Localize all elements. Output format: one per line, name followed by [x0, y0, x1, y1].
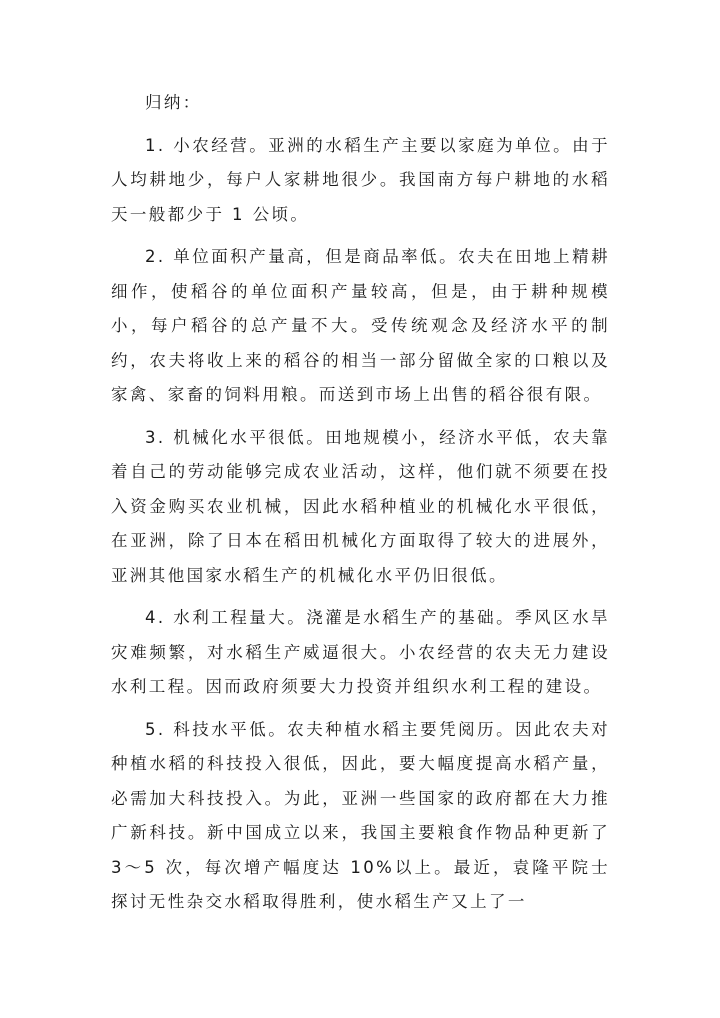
paragraph-yield: 2. 单位面积产量高，但是商品率低。农夫在田地上精耕细作，使稻谷的单位面积产量较高，但是，由于耕种规模小，每户稻谷的总产量不大。受传统观念及经济水平的制约，农夫将收上来的稻谷的相当一部分留做全家的口粮以及家禽、家畜的饲料用粮。而送到市场上出售的稻谷很有限。 [111, 247, 610, 404]
paragraph-small-farm: 1. 小农经营。亚洲的水稻生产主要以家庭为单位。由于人均耕地少，每户人家耕地很少。我国南方每户耕地的水稻天一般都少于 1 公顷。 [111, 135, 610, 224]
paragraph-irrigation: 4. 水利工程量大。浇灌是水稻生产的基础。季风区水旱灾难频繁，对水稻生产威逼很大。小农经营的农夫无力建设水利工程。因而政府须要大力投资并组织水利工程的建设。 [111, 608, 610, 696]
document-body [111, 86, 610, 928]
paragraph-technology: 5. 科技水平低。农夫种植水稻主要凭阅历。因此农夫对种植水稻的科技投入很低，因此，要大幅度提高水稻产量，必需加大科技投入。为此，亚洲一些国家的政府都在大力推广新科技。新中国成立以来，我国主要粮食作物品种更新了 3～5 次，每次增产幅度达 10%以上。最近，袁隆平院士探讨无性杂交水稻取得胜利，使水稻生产又上了一 [111, 719, 610, 911]
paragraph-mechanization: 3. 机械化水平很低。田地规模小，经济水平低，农夫靠着自己的劳动能够完成农业活动，这样，他们就不须要在投入资金购买农业机械，因此水稻种植业的机械化水平很低，在亚洲，除了日本在稻田机械化方面取得了较大的进展外，亚洲其他国家水稻生产的机械化水平仍旧很低。 [111, 427, 610, 585]
section-heading: 归纳： [145, 93, 202, 112]
